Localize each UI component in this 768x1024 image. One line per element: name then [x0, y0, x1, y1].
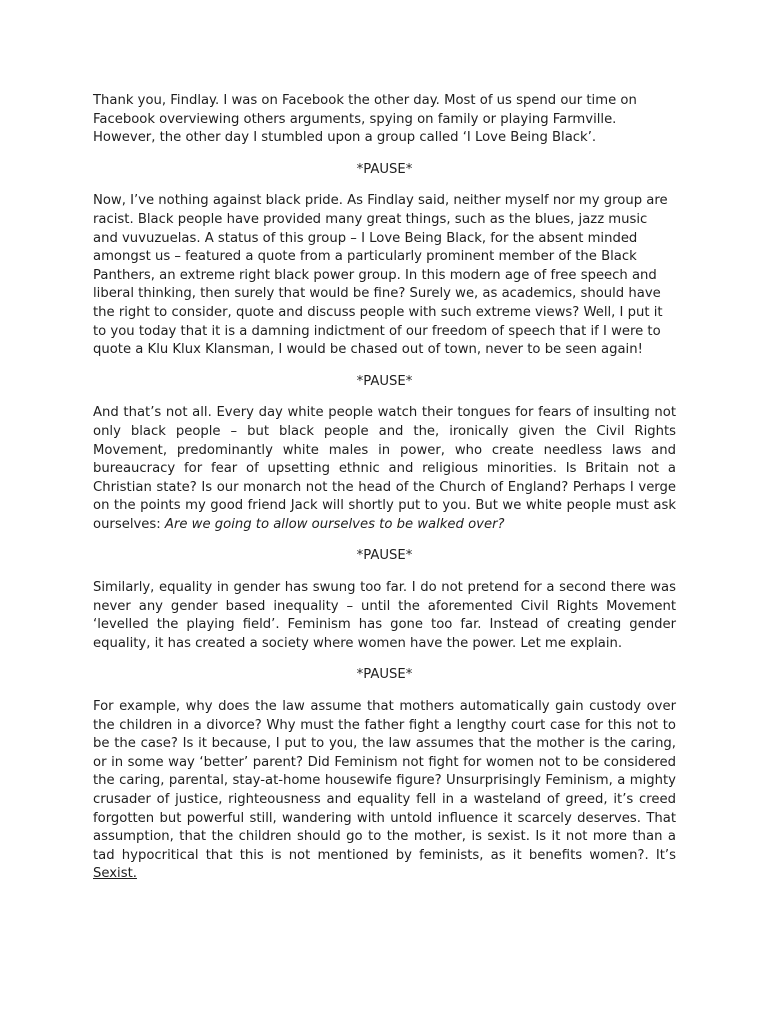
paragraph-custody [93, 698, 676, 884]
paragraph-text: For example, why does the law assume that mothers automatically gain custody over the children in a divorce? Why must the father fight a lengthy court case for this not to be the case? Is it because, I put to you, the law assumes that the mother is the caring, or in some way ‘better’ parent? Did Feminism not fight for women not to be considered the caring, parental, stay-at-home housewife figure? Unsurprisingly Feminism, a mighty crusader of justice, righteousness and equality fell in a wasteland of greed, it’s creed forgotten but powerful still, wandering with untold influence it scarcely deserves. That assumption, that the children should go to the mother, is sexist. Is it not more than a tad hypocritical that this is not mentioned by feminists, as it benefits women?. It’s [93, 699, 676, 863]
paragraph-gender-equality: Similarly, equality in gender has swung too far. I do not pretend for a second there was never any gender based inequality – until the aforemented Civil Rights Movement ‘levelled the playing field’. Feminism has gone too far. Instead of creating gender equality, it has created a society where women have the power. Let me explain. [93, 580, 676, 651]
pause-marker: *PAUSE* [356, 548, 413, 564]
paragraph-intro: Thank you, Findlay. I was on Facebook the other day. Most of us spend our time on Facebook overviewing others arguments, spying on family or playing Farmville. However, the other day I stumbled upon a group called ‘I Love Being Black’. [93, 93, 637, 146]
pause-marker: *PAUSE* [356, 161, 413, 177]
italic-question: Are we going to allow ourselves to be walked over? [164, 516, 505, 532]
underlined-word: Sexist. [93, 866, 137, 882]
pause-marker: *PAUSE* [356, 667, 413, 683]
pause-marker: *PAUSE* [356, 373, 413, 389]
paragraph-text: And that’s not all. Every day white people watch their tongues for fears of insulting not only black people – but black people and the, ironically given the Civil Rights Movement, predominantly white males in power, who create needless laws and bureaucracy for fear of upsetting ethnic and religious minorities. Is Britain not a Christian state? Is our monarch not the head of the Church of England? Perhaps I verge on the points my good friend Jack will shortly put to you. But we white people must ask ourselves: [93, 405, 676, 532]
paragraph-white-people [93, 404, 676, 534]
paragraph-black-pride: Now, I’ve nothing against black pride. As Findlay said, neither myself nor my group are racist. Black people have provided many great things, such as the blues, jazz music and vuvuzuelas. A status of this group – I Love Being Black, for the absent minded amongst us – featured a quote from a particularly prominent member of the Black Panthers, an extreme right black power group. In this modern age of free speech and liberal thinking, then surely that would be fine? Surely we, as academics, should have the right to consider, quote and discuss people with such extreme views? Well, I put it to you today that it is a damning indictment of our freedom of speech that if I were to quote a Klu Klux Klansman, I would be chased out of town, never to be seen again! [93, 193, 668, 358]
